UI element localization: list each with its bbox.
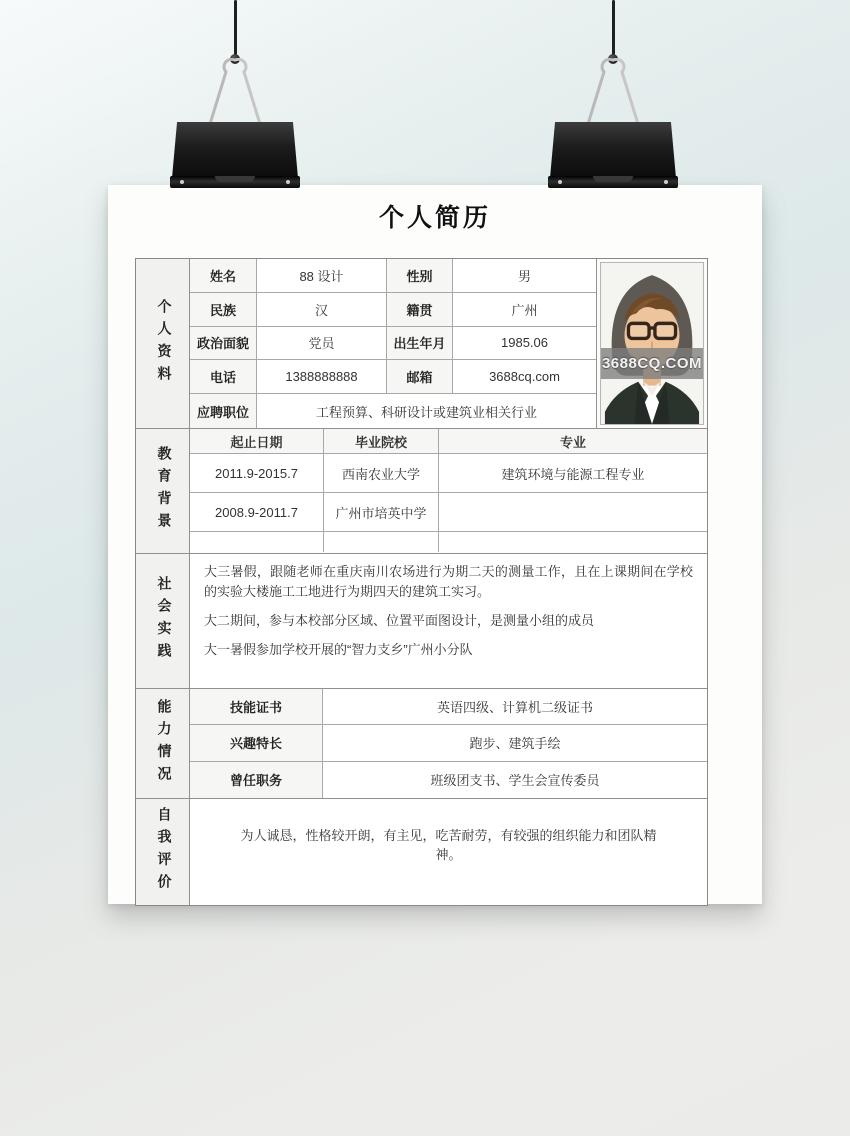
field-value-name: 88 设计 [257, 259, 387, 293]
field-value-gender: 男 [453, 259, 596, 293]
practice-text-block [190, 554, 707, 688]
ability-grid [190, 689, 707, 798]
avatar-illustration [601, 263, 703, 424]
section-label-evaluation: 自我评价 [136, 799, 190, 905]
education-dates: 2011.9-2015.7 [190, 454, 324, 493]
education-major: 建筑环境与能源工程专业 [439, 454, 707, 493]
education-grid [190, 429, 707, 553]
clip-string [234, 0, 237, 58]
photo-cell [596, 259, 707, 428]
page-title: 个人简历 [378, 205, 491, 232]
section-label-education: 教育背景 [136, 429, 190, 553]
field-value-target-position: 工程预算、科研设计或建筑业相关行业 [315, 404, 537, 420]
field-label-email: 邮箱 [387, 360, 453, 394]
practice-paragraph: 大三暑假，跟随老师在重庆南川农场进行为期二天的测量工作，且在上课期间在学校的实验大楼施工工地进行为期四天的建筑工实习。 [204, 564, 693, 600]
education-major [439, 532, 707, 552]
practice-paragraph: 大二期间，参与本校部分区域、位置平面图设计，是测量小组的成员 [204, 613, 595, 629]
clip-rivet [286, 180, 290, 184]
section-label-ability: 能力情况 [136, 689, 190, 798]
education-header-major: 专业 [439, 429, 707, 454]
binder-clip-right [548, 0, 678, 190]
evaluation-text: 为人诚恳，性格较开朗，有主见，吃苦耐劳，有较强的组织能力和团队精神。 [240, 827, 657, 862]
field-label-native-place: 籍贯 [387, 293, 453, 327]
field-label-ethnicity: 民族 [190, 293, 257, 327]
field-label-name: 姓名 [190, 259, 257, 293]
avatar-photo [600, 262, 704, 425]
education-dates [190, 532, 324, 552]
education-header-dates: 起止日期 [190, 429, 324, 454]
ability-value-positions-held: 班级团支书、学生会宣传委员 [430, 773, 600, 789]
clip-rivet [664, 180, 668, 184]
clip-notch [593, 176, 633, 182]
watermark-text: 3688CQ.COM [601, 355, 703, 373]
field-label-political-status: 政治面貌 [190, 327, 257, 361]
section-evaluation [136, 799, 707, 905]
ability-label-hobbies: 兴趣特长 [190, 725, 323, 761]
clip-rivet [558, 180, 562, 184]
ability-value-hobbies: 跑步、建筑手绘 [323, 725, 707, 761]
education-school: 西南农业大学 [324, 454, 439, 493]
practice-paragraph: 大一暑假参加学校开展的“智力支乡”广州小分队 [204, 642, 473, 658]
ability-label-positions-held: 曾任职务 [190, 762, 323, 798]
section-label-personal: 个人资料 [136, 259, 190, 428]
field-label-phone: 电话 [190, 360, 257, 394]
field-label-target-position: 应聘职位 [190, 394, 257, 428]
education-school: 广州市培英中学 [324, 493, 439, 532]
field-value-birth-date: 1985.06 [453, 327, 596, 361]
section-personal [136, 259, 707, 429]
education-header-school: 毕业院校 [324, 429, 439, 454]
education-school [324, 532, 439, 552]
clip-rivet [180, 180, 184, 184]
clip-notch [215, 176, 255, 182]
section-label-practice: 社会实践 [136, 554, 190, 688]
ability-value-certificates: 英语四级、计算机二级证书 [323, 689, 707, 725]
field-label-birth-date: 出生年月 [387, 327, 453, 361]
binder-clip-left [170, 0, 300, 190]
resume-paper [108, 185, 762, 904]
clip-body [550, 122, 676, 178]
section-practice [136, 554, 707, 689]
clip-handle-wire [195, 58, 275, 126]
field-value-email: 3688cq.com [453, 360, 596, 394]
field-label-gender: 性别 [387, 259, 453, 293]
field-value-political-status: 党员 [257, 327, 387, 361]
clip-handle-wire [573, 58, 653, 126]
field-value-native-place: 广州 [453, 293, 596, 327]
field-value-phone: 1388888888 [257, 360, 387, 394]
clip-string [612, 0, 615, 58]
clip-body [172, 122, 298, 178]
education-dates: 2008.9-2011.7 [190, 493, 324, 532]
education-major [439, 493, 707, 532]
ability-label-certificates: 技能证书 [190, 689, 323, 725]
watermark-band [601, 348, 703, 379]
personal-info-grid [190, 259, 596, 428]
section-ability [136, 689, 707, 799]
field-value-ethnicity: 汉 [257, 293, 387, 327]
section-education [136, 429, 707, 554]
resume-table [135, 258, 708, 906]
